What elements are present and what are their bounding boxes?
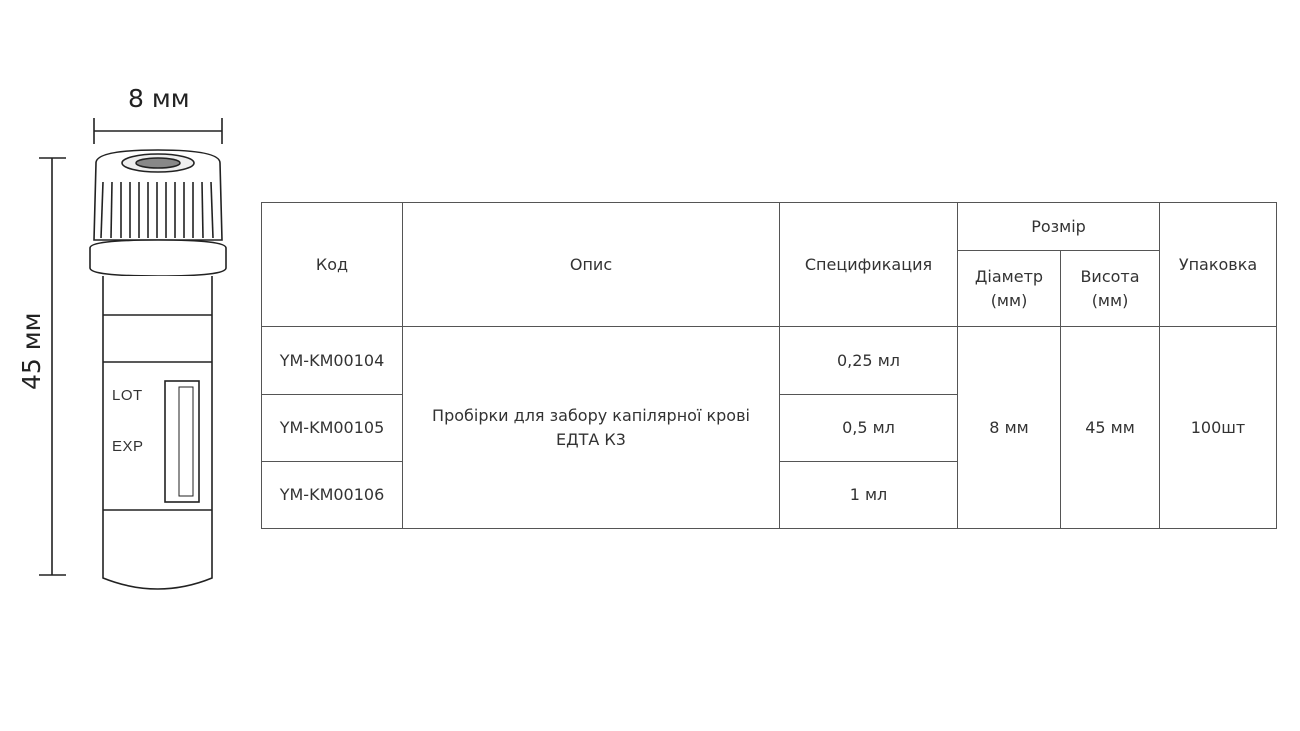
product-packaging: 100шт — [1160, 327, 1277, 529]
tube-cap — [90, 150, 226, 276]
product-height: 45 мм — [1061, 327, 1160, 529]
header-row — [262, 203, 1277, 251]
width-dimension-line — [94, 118, 222, 144]
specification-table — [261, 202, 1277, 529]
product-code: YM-KM00105 — [262, 395, 403, 462]
tube-illustration — [0, 0, 260, 731]
product-spec: 1 мл — [780, 462, 958, 529]
product-code: YM-KM00104 — [262, 327, 403, 395]
product-code: YM-KM00106 — [262, 462, 403, 529]
height-dimension-label: 45 мм — [17, 312, 46, 390]
header-specification: Спецификация — [780, 203, 958, 327]
width-dimension-label: 8 мм — [128, 84, 190, 113]
table-row — [262, 327, 1277, 395]
header-code: Код — [262, 203, 403, 327]
header-size: Розмір — [958, 203, 1160, 251]
product-spec: 0,25 мл — [780, 327, 958, 395]
tube-body — [103, 276, 212, 589]
header-height: Висота (мм) — [1061, 251, 1160, 327]
tube-lot-label: LOT — [112, 387, 143, 404]
tube-exp-label: EXP — [112, 438, 144, 455]
product-spec: 0,5 мл — [780, 395, 958, 462]
header-diameter: Діаметр (мм) — [958, 251, 1061, 327]
header-description: Опис — [403, 203, 780, 327]
header-packaging: Упаковка — [1160, 203, 1277, 327]
product-description: Пробірки для забору капілярної крові ЕДТА К3 — [403, 327, 780, 529]
product-diameter: 8 мм — [958, 327, 1061, 529]
